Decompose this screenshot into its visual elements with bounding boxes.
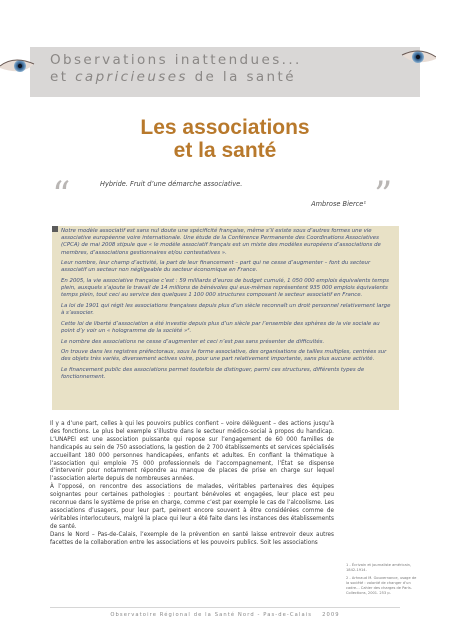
- highlight-paragraph: Le nombre des associations ne cesse d’augmenter et ceci n’est pas sans présenter de difficultés.: [61, 338, 325, 345]
- footer-publisher: Observatoire Régional de la Santé Nord - Pas-de-Calais: [110, 612, 313, 618]
- highlight-box-marker: [52, 226, 58, 232]
- header-line-2-suffix: de la santé: [187, 69, 296, 85]
- highlight-paragraph: Notre modèle associatif est sans nul doute une spécificité française, même s’il existe sous d’autres formes une vie associative européenne voire internationale. Une étude de la Conférence Permanente des Coordinations Associatives (CPCA) de mai 2008 stipule que « le modèle associatif français est un mixte des modèles européens d’associations de membres, d’associations gestionnaires et/ou contestatives ».: [61, 228, 381, 256]
- footer-divider: [50, 607, 400, 608]
- page-footer: [0, 612, 450, 618]
- highlight-text: [61, 228, 394, 385]
- body-paragraph: Il y a d’une part, celles à qui les pouvoirs publics confient – voire délèguent – des actions jusqu’à des fonctions. Le plus bel exemple s’illustre dans le secteur médico-social à propos du handicap. L’UNAPEI est une association puissante qui repose sur l’engagement de 60 000 familles de handicapés au sein de 750 associations, la gestion de 2 700 établissements et services spécialisés accueillant 180 000 personnes handicapées, enfants et adultes. En confiant la thématique à l’association qui emploie 75 000 professionnels de l’accompagnement, l’État se dispense d’intervenir pour notamment répondre au manque de places de prise en charge sur lequel l’association alerte depuis de nombreuses années.: [50, 421, 334, 483]
- body-paragraph: À l’opposé, on rencontre des associations de malades, véritables partenaires des équipes soignantes pour certaines pathologies : pourtant bénévoles et engagées, leur place est peu reconnue dans le système de prise en charge, comme c’est par exemple le cas de l’alcoolisme. Les associations d’usagers, pour leur part, peinent encore souvent à être considérées comme de véritables interlocuteurs, malgré la place qui leur a été faite dans les instances des établissements de santé.: [50, 484, 334, 530]
- page-title-line-2: et la santé: [173, 139, 277, 162]
- header-line-1: Observations inattendues...: [50, 52, 302, 68]
- highlight-paragraph: En 2005, la vie associative française c’est : 59 milliards d’euros de budget cumulé, 1 050 000 emplois équivalents temps plein, auxquels s’ajoute le travail de 14 millions de bénévoles qui eux-mêmes représentent 935 000 emplois équivalents temps plein, tout ceci au service des quelques 1 100 000 structures composant le secteur associatif en France.: [61, 278, 389, 299]
- header-line-2-italic: capricieuses: [75, 69, 188, 85]
- highlight-paragraph: On trouve dans les registres préfectoraux, sous la forme associative, des organisations de tailles multiples, centrées sur des objets très variés, diversement actives voire, pour une part relativement importante, sans plus aucune activité.: [61, 349, 387, 363]
- epigraph-text: Hybride. Fruit d’une démarche associative.: [100, 180, 243, 188]
- highlight-paragraph: Cette loi de liberté d’association a été investie depuis plus d’un siècle par l’ensemble des sphères de la vie sociale au point d’y voir un « hologramme de la société »².: [61, 320, 380, 334]
- footer-year: 2009: [322, 612, 340, 618]
- quote-close-mark: ”: [374, 175, 393, 216]
- footnote: 1 - Écrivain et journaliste américain, 1842-1914.: [346, 563, 412, 572]
- highlight-paragraph: Le financement public des associations permet toutefois de distinguer, parmi ces structures, différents types de fonctionnement.: [61, 366, 365, 381]
- eye-icon: [0, 55, 38, 77]
- footnotes: [346, 563, 418, 599]
- epigraph-author: Ambrose Bierce¹: [311, 200, 366, 208]
- page-title-line-1: Les associations: [140, 116, 310, 139]
- quote-open-mark: “: [52, 175, 71, 216]
- header-line-2: [50, 69, 296, 85]
- body-text: [50, 421, 334, 548]
- header-line-2-prefix: et: [50, 69, 76, 85]
- body-paragraph: Dans le Nord – Pas-de-Calais, l’exemple de la prévention en santé laisse entrevoir deux autres facettes de la collaboration entre les associations et les pouvoirs publics. Soit les associations: [50, 531, 334, 546]
- eye-icon: [398, 46, 436, 68]
- highlight-paragraph: Leur nombre, leur champ d’activité, la part de leur financement – part qui ne cesse d’augmenter – font du secteur associatif un secteur non négligeable du secteur économique en France.: [61, 260, 371, 274]
- highlight-paragraph: La loi de 1901 qui régit les associations françaises depuis plus d’un siècle reconnaît un droit personnel relativement large à s’associer.: [61, 303, 391, 317]
- footnote: 2 - Arhnaud M. Gouvernance, usage de la société : volonté de changer d’un cadre… Cahier des charges de Paris. Collections, 2001. 253 p.: [346, 576, 417, 595]
